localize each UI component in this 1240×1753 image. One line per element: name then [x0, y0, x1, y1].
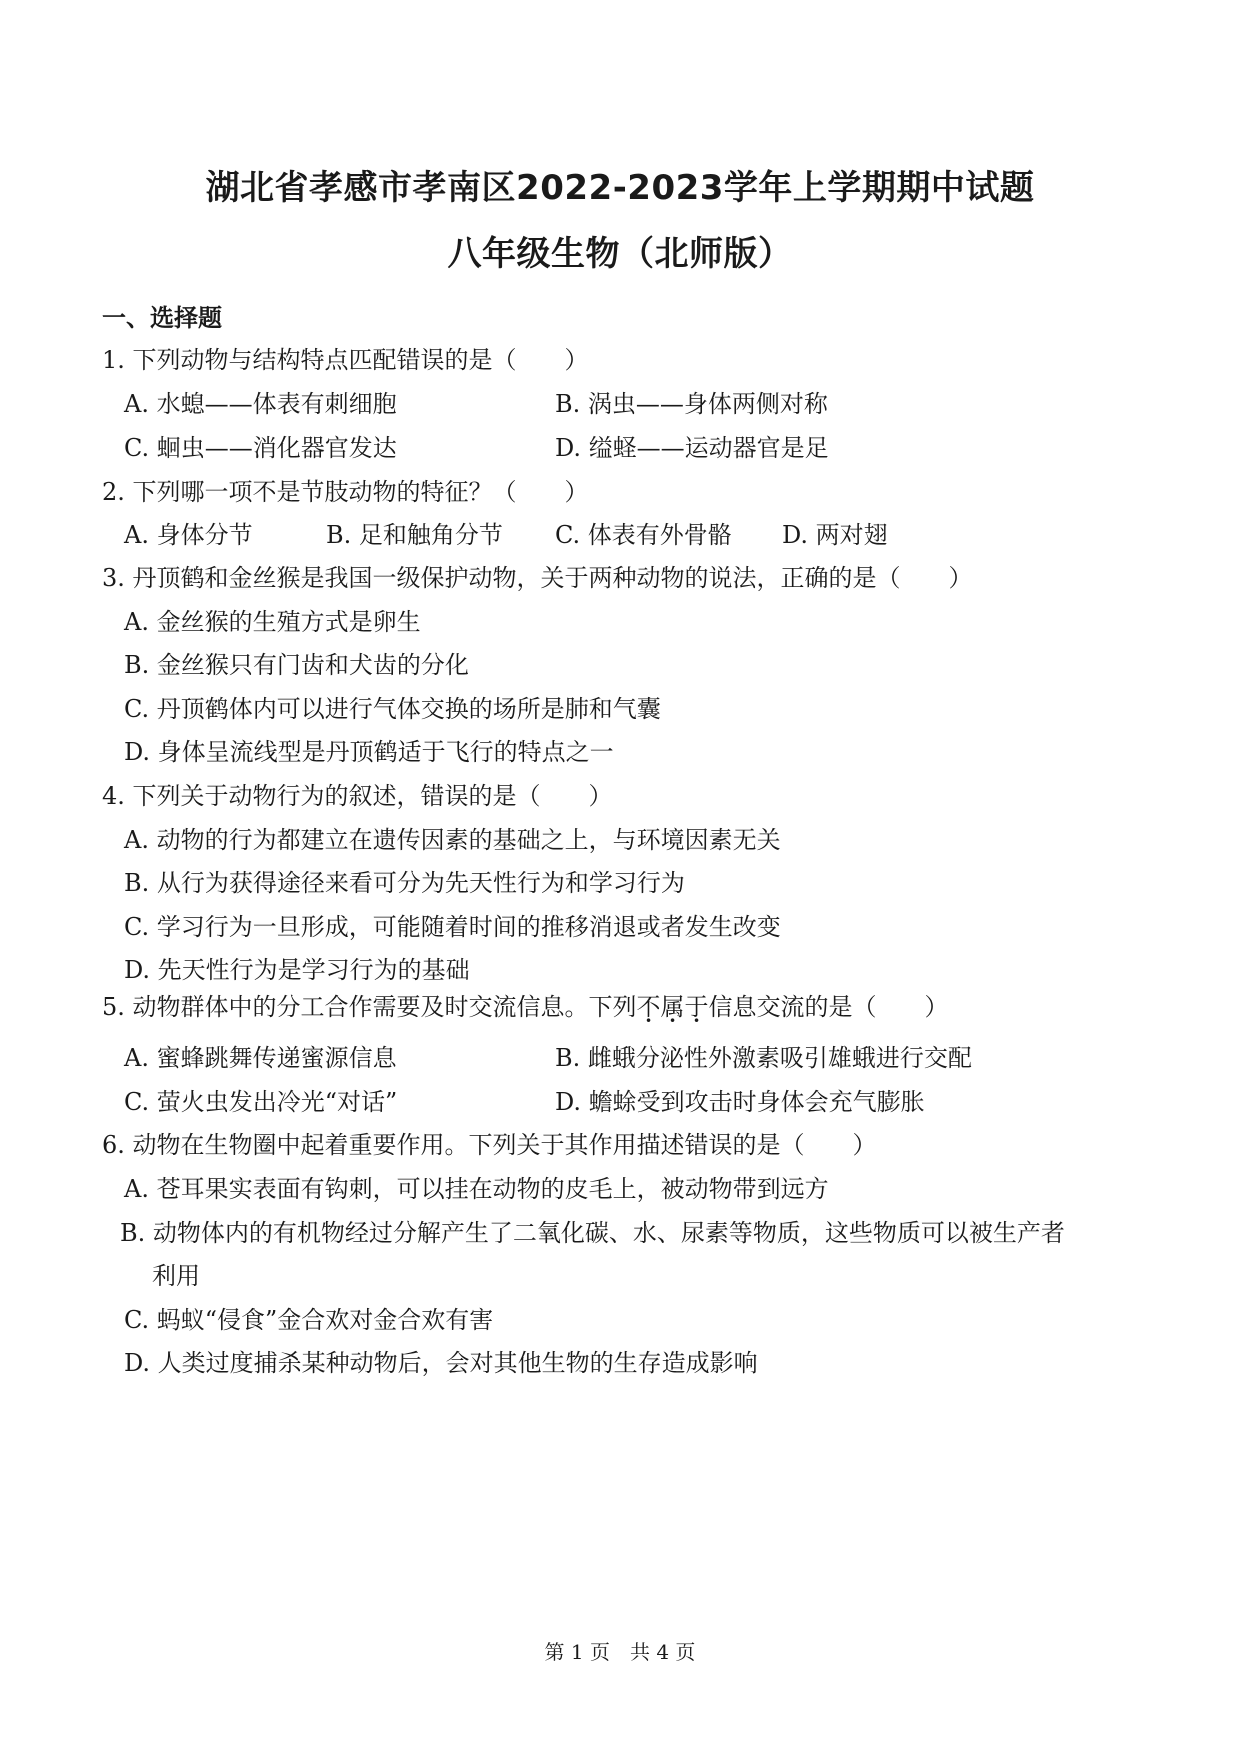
question-1-option-a: A. 水螅——体表有刺细胞: [124, 390, 397, 418]
emphasis-char: 于: [684, 993, 709, 1021]
question-6-option-c: C. 蚂蚁“侵食”金合欢对金合欢有害: [124, 1306, 494, 1334]
question-5-stem-suffix: 信息交流的是（ ）: [708, 993, 949, 1021]
question-3-option-c: C. 丹顶鹤体内可以进行气体交换的场所是肺和气囊: [124, 695, 661, 723]
question-2-option-d: D. 两对翅: [782, 521, 888, 549]
exam-title: 湖北省孝感市孝南区2022-2023学年上学期期中试题: [205, 168, 1035, 208]
question-3-option-b: B. 金丝猴只有门齿和犬齿的分化: [124, 651, 469, 679]
question-4-option-c: C. 学习行为一旦形成，可能随着时间的推移消退或者发生改变: [124, 913, 781, 941]
question-3-option-a: A. 金丝猴的生殖方式是卵生: [124, 608, 421, 636]
emphasis-char: 属: [660, 993, 685, 1021]
question-6-option-b: B. 动物体内的有机物经过分解产生了二氧化碳、水、尿素等物质，这些物质可以被生产者: [120, 1219, 1065, 1247]
question-4-option-d: D. 先天性行为是学习行为的基础: [124, 956, 470, 984]
question-4-option-b: B. 从行为获得途径来看可分为先天性行为和学习行为: [124, 869, 685, 897]
question-5-option-b: B. 雌蛾分泌性外激素吸引雄蛾进行交配: [555, 1044, 972, 1072]
question-6-option-d: D. 人类过度捕杀某种动物后，会对其他生物的生存造成影响: [124, 1349, 758, 1377]
question-1-option-b: B. 涡虫——身体两侧对称: [555, 390, 828, 418]
page-footer: 第 1 页 共 4 页: [544, 1640, 696, 1664]
question-5-stem: [102, 992, 949, 1022]
question-4-stem: 4. 下列关于动物行为的叙述，错误的是（ ）: [102, 782, 613, 810]
question-1-stem: 1. 下列动物与结构特点匹配错误的是（ ）: [102, 346, 589, 374]
question-3-option-d: D. 身体呈流线型是丹顶鹤适于飞行的特点之一: [124, 738, 614, 766]
exam-subtitle: 八年级生物（北师版）: [447, 234, 793, 274]
emphasis-char: 不: [636, 993, 661, 1021]
question-6-option-b-continued: 利用: [152, 1262, 200, 1290]
question-5-option-c: C. 萤火虫发出冷光“对话”: [124, 1088, 398, 1116]
question-3-stem: 3. 丹顶鹤和金丝猴是我国一级保护动物，关于两种动物的说法，正确的是（ ）: [102, 564, 973, 592]
question-5-stem-prefix: 5. 动物群体中的分工合作需要及时交流信息。下列: [102, 993, 637, 1021]
question-5-option-a: A. 蜜蜂跳舞传递蜜源信息: [124, 1044, 397, 1072]
question-2-stem: 2. 下列哪一项不是节肢动物的特征？（ ）: [102, 478, 589, 506]
section-heading: 一、选择题: [102, 304, 222, 332]
question-6-option-a: A. 苍耳果实表面有钩刺，可以挂在动物的皮毛上，被动物带到远方: [124, 1175, 829, 1203]
question-2-option-a: A. 身体分节: [124, 521, 253, 549]
question-6-stem: 6. 动物在生物圈中起着重要作用。下列关于其作用描述错误的是（ ）: [102, 1131, 877, 1159]
question-4-option-a: A. 动物的行为都建立在遗传因素的基础之上，与环境因素无关: [124, 826, 781, 854]
question-2-option-b: B. 足和触角分节: [326, 521, 503, 549]
question-5-option-d: D. 蟾蜍受到攻击时身体会充气膨胀: [555, 1088, 925, 1116]
question-2-option-c: C. 体表有外骨骼: [555, 521, 732, 549]
question-1-option-d: D. 缢蛏——运动器官是足: [555, 434, 829, 462]
question-1-option-c: C. 蛔虫——消化器官发达: [124, 434, 397, 462]
